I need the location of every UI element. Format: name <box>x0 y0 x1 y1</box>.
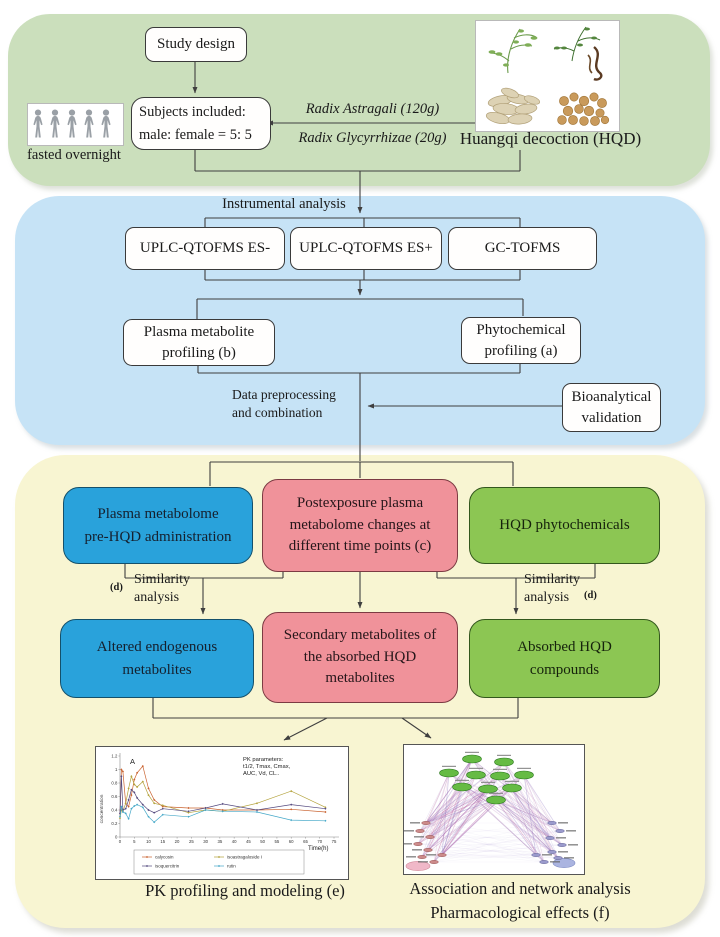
box-line: metabolites <box>122 661 192 678</box>
pk-caption: PK profiling and modeling (e) <box>145 881 345 900</box>
network-caption-line2: Pharmacological effects (f) <box>430 902 610 922</box>
svg-text:isoquercitrin: isoquercitrin <box>155 863 180 869</box>
box-line: Altered endogenous <box>96 639 218 655</box>
box-line: Postexposure plasma <box>296 494 424 511</box>
svg-text:PK parameters:: PK parameters: <box>243 757 284 763</box>
svg-text:AUC, Vd, CL..: AUC, Vd, CL.. <box>243 771 280 777</box>
similarity-line: analysis <box>524 590 570 606</box>
phyto-profiling-line1: Phytochemical <box>476 322 566 339</box>
herb-photo <box>475 20 620 132</box>
svg-text:t1/2, Tmax, Cmax,: t1/2, Tmax, Cmax, <box>243 764 291 770</box>
plasma-profiling-line2: profiling (b) <box>162 344 236 361</box>
svg-text:0.8: 0.8 <box>111 780 118 786</box>
instrument-label: GC-TOFMS <box>484 240 561 256</box>
similarity-right-d: (d) <box>584 590 597 601</box>
svg-text:45: 45 <box>246 839 251 844</box>
svg-text:5: 5 <box>133 839 136 844</box>
similarity-line: Similarity <box>134 572 190 587</box>
svg-text:0.4: 0.4 <box>111 807 118 813</box>
network-caption <box>370 877 670 925</box>
svg-text:rutin: rutin <box>227 863 236 869</box>
svg-text:35: 35 <box>217 839 223 844</box>
svg-text:1.2: 1.2 <box>111 753 118 759</box>
svg-text:15: 15 <box>160 839 166 844</box>
svg-text:calycosin: calycosin <box>155 854 174 860</box>
instrument-label: UPLC-QTOFMS ES+ <box>299 240 433 256</box>
box-line: pre-HQD administration <box>84 528 232 545</box>
similarity-line: Similarity <box>524 572 580 587</box>
box-line: the absorbed HQD <box>303 648 417 665</box>
fasted-caption: fasted overnight <box>27 147 121 163</box>
svg-text:isoastragaloside I: isoastragaloside I <box>227 854 263 860</box>
subjects-image <box>27 103 124 146</box>
svg-text:10: 10 <box>146 839 151 844</box>
study-design-label: Study design <box>157 36 235 52</box>
svg-text:50: 50 <box>260 839 266 844</box>
instrument-box-uplc-es-neg <box>125 227 285 270</box>
subjects-box <box>131 97 271 150</box>
preprocessing-line1: Data preprocessing <box>232 387 336 402</box>
study-design-box <box>145 27 247 62</box>
preprocessing-line2: and combination <box>232 405 323 421</box>
svg-text:1: 1 <box>115 767 118 772</box>
box-line: Absorbed HQD <box>517 639 612 655</box>
bioanalytical-line2: validation <box>581 409 642 426</box>
hqd-caption: Huangqi decoction (HQD) <box>459 129 642 148</box>
bioanalytical-validation-box <box>562 383 661 432</box>
box-line: compounds <box>529 661 600 678</box>
people-icon <box>28 104 123 145</box>
box-line: metabolites <box>325 670 395 687</box>
secondary-metabolites-box <box>262 612 458 703</box>
network-caption-line1: Association and network analysis <box>409 879 631 898</box>
svg-text:30: 30 <box>203 839 208 844</box>
plasma-profiling-line1: Plasma metabolite <box>143 324 255 341</box>
svg-text:55: 55 <box>274 839 280 844</box>
phytochemical-profiling-box <box>461 317 581 364</box>
herbs-illustration-icon <box>476 21 617 129</box>
similarity-line: analysis <box>134 590 180 606</box>
plasma-profiling-box <box>123 319 275 366</box>
instrument-box-uplc-es-pos <box>290 227 442 270</box>
instrument-label: UPLC-QTOFMS ES- <box>139 240 271 256</box>
similarity-left-label <box>134 571 214 607</box>
postexposure-metabolome-box <box>262 479 458 572</box>
svg-text:40: 40 <box>231 839 237 844</box>
svg-text:A: A <box>130 757 136 766</box>
svg-text:75: 75 <box>331 839 337 844</box>
altered-metabolites-box <box>60 619 254 698</box>
svg-text:20: 20 <box>174 839 180 844</box>
box-line: HQD phytochemicals <box>499 517 630 534</box>
network-graph <box>403 744 585 875</box>
svg-text:65: 65 <box>303 839 308 844</box>
box-line: Secondary metabolites of <box>283 626 437 643</box>
subjects-line1: Subjects included: <box>139 104 246 121</box>
box-line: metabolome changes at <box>289 516 431 533</box>
svg-text:0.2: 0.2 <box>111 821 118 826</box>
radix-glycyrrhizae-label: Radix Glycyrrhizae (20g) <box>298 130 447 146</box>
svg-text:70: 70 <box>317 839 323 844</box>
svg-text:Time(h): Time(h) <box>308 846 329 852</box>
svg-text:0.6: 0.6 <box>111 794 118 799</box>
subjects-line2: male: female = 5: 5 <box>139 126 252 143</box>
instrumental-analysis-label: Instrumental analysis <box>222 196 346 212</box>
svg-text:0: 0 <box>118 839 122 844</box>
pk-chart-plot <box>96 747 346 877</box>
preprocessing-label <box>232 386 362 422</box>
radix-astragali-label: Radix Astragali (120g) <box>305 101 440 117</box>
network-graph-plot <box>404 745 582 872</box>
svg-text:60: 60 <box>288 839 294 844</box>
svg-text:concentration: concentration <box>100 794 105 824</box>
hqd-phytochemicals-box <box>469 487 660 564</box>
pk-chart <box>95 746 349 880</box>
pre-hqd-metabolome-box <box>63 487 253 564</box>
svg-text:25: 25 <box>188 839 194 844</box>
box-line: Plasma metabolome <box>97 506 219 522</box>
box-line: different time points (c) <box>288 538 432 555</box>
similarity-left-d: (d) <box>110 582 123 593</box>
phyto-profiling-line2: profiling (a) <box>484 342 558 359</box>
svg-text:0: 0 <box>115 834 118 840</box>
absorbed-compounds-box <box>469 619 660 698</box>
instrument-box-gc-tofms <box>448 227 597 270</box>
bioanalytical-line1: Bioanalytical <box>571 389 652 406</box>
